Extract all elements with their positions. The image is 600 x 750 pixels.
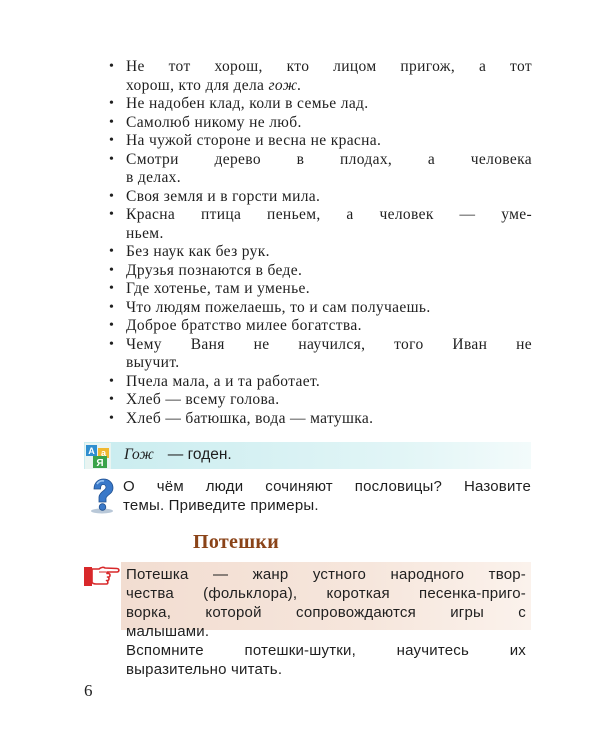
glossary-term: Гож	[124, 446, 154, 463]
list-item	[108, 206, 532, 243]
proverb-text: Хлеб — батюшка, вода — матушка.	[126, 409, 374, 427]
section-title: Потешки	[193, 531, 280, 553]
bullet: •	[109, 59, 115, 74]
definition-line: чества (фольклора), короткая песенка-приго-	[126, 585, 526, 602]
list-item	[108, 373, 532, 392]
proverb-text: Без наук как без рук.	[126, 243, 270, 260]
bullet: •	[109, 410, 115, 426]
proverb-text: Доброе братство милее богатства.	[126, 317, 362, 334]
bullet: •	[109, 392, 115, 407]
question-line: темы. Приведите примеры.	[123, 497, 319, 514]
definition-line: Потешка — жанр устного народного твор-	[126, 566, 526, 583]
icon-letter: а	[100, 448, 107, 458]
bullet: •	[109, 318, 115, 333]
bullet: •	[109, 336, 115, 352]
list-item	[108, 151, 532, 188]
proverb-text: Своя земля и в горсти мила.	[126, 187, 321, 205]
icon-letter: А	[88, 446, 95, 456]
bullet: •	[109, 114, 115, 130]
list-item	[108, 410, 532, 429]
proverb-text: На чужой стороне и весна не красна.	[126, 132, 382, 149]
definition-text	[126, 565, 526, 679]
alphabet-icon	[85, 443, 111, 469]
proverb-list	[108, 58, 532, 428]
proverb-emphasis: гож.	[268, 76, 302, 94]
list-item	[108, 114, 532, 133]
page-number: 6	[84, 681, 93, 700]
bullet: •	[109, 133, 115, 148]
list-item	[108, 317, 532, 336]
question-line: О чём люди сочиняют пословицы? Назовите	[123, 478, 531, 495]
definition-line: Вспомните потешки-шутки, научитесь их	[126, 642, 526, 659]
list-item	[108, 95, 532, 114]
definition-line: малышами.	[126, 623, 210, 640]
proverb-text: Не надобен клад, коли в семье лад.	[126, 95, 369, 112]
glossary-definition: — годен.	[167, 446, 232, 463]
list-item	[108, 262, 532, 281]
icon-letter: Я	[96, 458, 104, 469]
glossary-entry	[124, 445, 232, 465]
proverb-line: Не тот хорош, кто лицом пригож, а тот	[126, 58, 532, 75]
proverb-line: ньем.	[126, 224, 164, 242]
list-item	[108, 280, 532, 299]
proverb-line: хорош, кто для дела	[126, 76, 269, 94]
definition-line: ворка, которой сопровождаются игры с	[126, 604, 526, 621]
pointing-hand-icon	[83, 563, 121, 589]
question-icon	[86, 478, 118, 514]
bullet: •	[109, 188, 115, 204]
list-item	[108, 188, 532, 207]
question-text	[123, 477, 531, 515]
bullet: •	[109, 96, 115, 111]
proverb-text: Где хотенье, там и уменье.	[126, 280, 310, 297]
list-item	[108, 299, 532, 318]
definition-line: выразительно читать.	[126, 661, 283, 678]
list-item	[108, 336, 532, 373]
bullet: •	[109, 281, 115, 296]
bullet: •	[109, 244, 115, 259]
proverb-line: Смотри дерево в плодах, а человека	[126, 150, 532, 168]
proverb-text: Хлеб — всему голова.	[126, 391, 280, 408]
proverb-text: Что людям пожелаешь, то и сам получаешь.	[126, 298, 431, 316]
list-item	[108, 58, 532, 95]
list-item	[108, 243, 532, 262]
proverb-text: Пчела мала, а и та работает.	[126, 372, 321, 390]
proverb-text: Друзья познаются в беде.	[126, 261, 303, 279]
proverb-line: Чему Ваня не научился, того Иван не	[126, 335, 532, 353]
list-item	[108, 132, 532, 151]
bullet: •	[109, 262, 115, 278]
proverb-line: выучит.	[126, 354, 180, 371]
bullet: •	[109, 299, 115, 315]
proverb-line: в делах.	[126, 169, 181, 186]
proverb-text: Самолюб никому не люб.	[126, 113, 302, 131]
proverb-line: Красна птица пеньем, а человек — уме-	[126, 206, 532, 223]
bullet: •	[109, 151, 115, 167]
bullet: •	[109, 373, 115, 389]
list-item	[108, 391, 532, 410]
bullet: •	[109, 207, 115, 222]
